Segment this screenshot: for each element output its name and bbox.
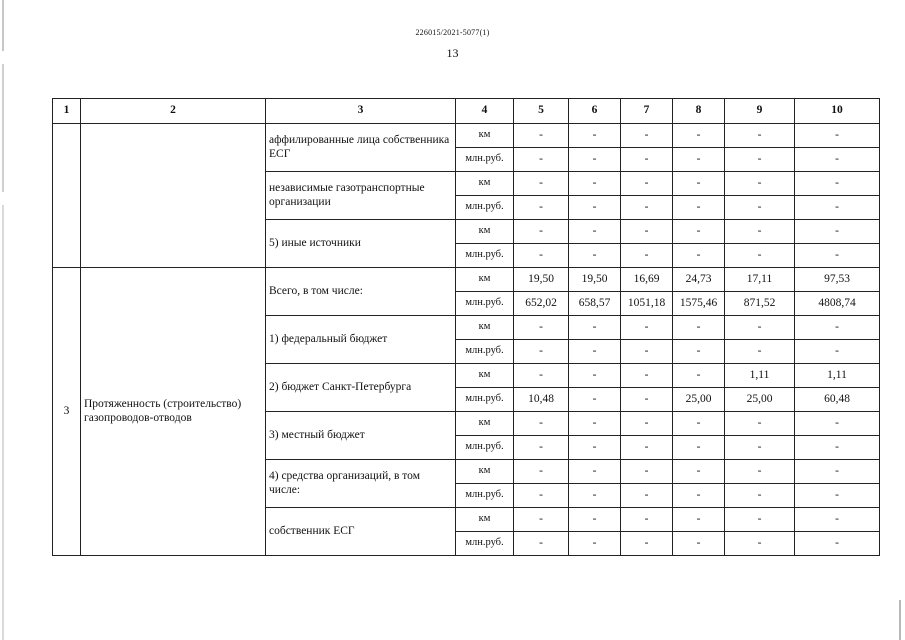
value-cell: -	[725, 508, 795, 532]
value-cell: -	[725, 484, 795, 508]
value-cell: -	[795, 220, 880, 244]
value-cell: -	[725, 172, 795, 196]
col-header: 7	[621, 99, 673, 124]
value-cell: -	[569, 436, 621, 460]
value-cell: 24,73	[673, 268, 725, 292]
col-header: 1	[53, 99, 81, 124]
source-label: собственник ЕСГ	[266, 508, 456, 556]
value-cell: -	[795, 244, 880, 268]
value-cell: -	[621, 412, 673, 436]
value-cell: 25,00	[725, 388, 795, 412]
value-cell: -	[725, 220, 795, 244]
col-header: 2	[81, 99, 266, 124]
value-cell: -	[621, 148, 673, 172]
value-cell: -	[621, 244, 673, 268]
value-cell: 1,11	[795, 364, 880, 388]
indicator-name-cell	[81, 124, 266, 268]
value-cell: -	[795, 124, 880, 148]
value-cell: 871,52	[725, 292, 795, 316]
value-cell: -	[621, 508, 673, 532]
source-label: 3) местный бюджет	[266, 412, 456, 460]
value-cell: 60,48	[795, 388, 880, 412]
value-cell: -	[514, 316, 569, 340]
value-cell: -	[569, 340, 621, 364]
value-cell: 1575,46	[673, 292, 725, 316]
unit-mln-rub: млн.руб.	[456, 148, 514, 172]
row-number-cell: 3	[53, 268, 81, 556]
value-cell: -	[673, 460, 725, 484]
value-cell: -	[725, 196, 795, 220]
row-number-cell	[53, 124, 81, 268]
value-cell: -	[514, 124, 569, 148]
col-header: 6	[569, 99, 621, 124]
indicator-name-cell: Протяженность (строительство) газопроводов-отводов	[81, 268, 266, 556]
value-cell: 97,53	[795, 268, 880, 292]
value-cell: -	[569, 364, 621, 388]
value-cell: -	[725, 244, 795, 268]
value-cell: -	[795, 316, 880, 340]
value-cell: -	[673, 364, 725, 388]
scan-edge-right	[899, 600, 901, 640]
value-cell: -	[569, 388, 621, 412]
value-cell: -	[514, 244, 569, 268]
header-row	[53, 99, 880, 124]
value-cell: -	[569, 532, 621, 556]
value-cell: 19,50	[514, 268, 569, 292]
source-label: 4) средства организаций, в том числе:	[266, 460, 456, 508]
value-cell: -	[795, 340, 880, 364]
unit-km: км	[456, 172, 514, 196]
value-cell: -	[795, 532, 880, 556]
value-cell: -	[795, 508, 880, 532]
value-cell: -	[569, 220, 621, 244]
value-cell: -	[795, 172, 880, 196]
unit-mln-rub: млн.руб.	[456, 340, 514, 364]
col-header: 5	[514, 99, 569, 124]
value-cell: -	[569, 124, 621, 148]
value-cell: -	[569, 484, 621, 508]
value-cell: -	[569, 172, 621, 196]
value-cell: -	[725, 436, 795, 460]
value-cell: -	[569, 196, 621, 220]
value-cell: -	[569, 460, 621, 484]
value-cell: -	[795, 460, 880, 484]
value-cell: -	[795, 148, 880, 172]
unit-mln-rub: млн.руб.	[456, 436, 514, 460]
value-cell: -	[673, 244, 725, 268]
document-number: 226015/2021-5077(1)	[415, 28, 490, 37]
value-cell: -	[725, 532, 795, 556]
value-cell: -	[621, 484, 673, 508]
value-cell: -	[673, 316, 725, 340]
value-cell: -	[569, 412, 621, 436]
value-cell: -	[725, 316, 795, 340]
data-table	[52, 98, 880, 556]
value-cell: -	[673, 412, 725, 436]
unit-km: км	[456, 460, 514, 484]
value-cell: -	[725, 412, 795, 436]
value-cell: 10,48	[514, 388, 569, 412]
value-cell: -	[514, 460, 569, 484]
value-cell: 17,11	[725, 268, 795, 292]
col-header: 9	[725, 99, 795, 124]
unit-km: км	[456, 124, 514, 148]
value-cell: -	[725, 124, 795, 148]
value-cell: -	[621, 532, 673, 556]
value-cell: -	[621, 460, 673, 484]
value-cell: -	[673, 436, 725, 460]
value-cell: -	[725, 340, 795, 364]
value-cell: -	[569, 148, 621, 172]
value-cell: 25,00	[673, 388, 725, 412]
value-cell: -	[621, 124, 673, 148]
value-cell: -	[569, 316, 621, 340]
value-cell: 1,11	[725, 364, 795, 388]
source-label: аффилированные лица собственника ЕСГ	[266, 124, 456, 172]
value-cell: -	[621, 172, 673, 196]
unit-mln-rub: млн.руб.	[456, 532, 514, 556]
value-cell: -	[795, 412, 880, 436]
value-cell: -	[673, 148, 725, 172]
value-cell: -	[795, 196, 880, 220]
unit-mln-rub: млн.руб.	[456, 388, 514, 412]
value-cell: -	[569, 244, 621, 268]
page-number: 13	[446, 46, 459, 60]
unit-mln-rub: млн.руб.	[456, 484, 514, 508]
unit-km: км	[456, 220, 514, 244]
value-cell: 652,02	[514, 292, 569, 316]
unit-mln-rub: млн.руб.	[456, 196, 514, 220]
value-cell: 658,57	[569, 292, 621, 316]
col-header: 8	[673, 99, 725, 124]
source-label: 1) федеральный бюджет	[266, 316, 456, 364]
value-cell: -	[514, 364, 569, 388]
value-cell: -	[514, 148, 569, 172]
table-row	[53, 268, 880, 292]
value-cell: -	[725, 148, 795, 172]
value-cell: -	[514, 532, 569, 556]
value-cell: -	[725, 460, 795, 484]
value-cell: -	[514, 196, 569, 220]
table-row	[53, 124, 880, 148]
value-cell: -	[673, 172, 725, 196]
value-cell: -	[514, 508, 569, 532]
unit-km: км	[456, 364, 514, 388]
value-cell: -	[795, 484, 880, 508]
col-header: 3	[266, 99, 456, 124]
value-cell: -	[514, 340, 569, 364]
value-cell: -	[795, 436, 880, 460]
col-header: 4	[456, 99, 514, 124]
value-cell: -	[514, 436, 569, 460]
unit-mln-rub: млн.руб.	[456, 292, 514, 316]
value-cell: -	[621, 436, 673, 460]
value-cell: -	[514, 220, 569, 244]
unit-km: км	[456, 412, 514, 436]
source-label: независимые газотранспортные организации	[266, 172, 456, 220]
value-cell: -	[569, 508, 621, 532]
source-label: 2) бюджет Санкт-Петербурга	[266, 364, 456, 412]
value-cell: -	[621, 340, 673, 364]
value-cell: -	[673, 340, 725, 364]
source-label: 5) иные источники	[266, 220, 456, 268]
value-cell: -	[673, 484, 725, 508]
scan-edge-left	[2, 0, 4, 640]
value-cell: -	[673, 532, 725, 556]
value-cell: -	[514, 484, 569, 508]
value-cell: -	[514, 172, 569, 196]
value-cell: -	[621, 364, 673, 388]
unit-km: км	[456, 316, 514, 340]
value-cell: -	[621, 388, 673, 412]
value-cell: -	[673, 508, 725, 532]
unit-mln-rub: млн.руб.	[456, 244, 514, 268]
value-cell: 16,69	[621, 268, 673, 292]
value-cell: -	[621, 316, 673, 340]
value-cell: -	[621, 196, 673, 220]
value-cell: -	[673, 196, 725, 220]
value-cell: -	[514, 412, 569, 436]
value-cell: -	[673, 124, 725, 148]
value-cell: -	[621, 220, 673, 244]
value-cell: 4808,74	[795, 292, 880, 316]
unit-km: км	[456, 268, 514, 292]
col-header: 10	[795, 99, 880, 124]
value-cell: 1051,18	[621, 292, 673, 316]
source-label: Всего, в том числе:	[266, 268, 456, 316]
value-cell: -	[673, 220, 725, 244]
unit-km: км	[456, 508, 514, 532]
value-cell: 19,50	[569, 268, 621, 292]
